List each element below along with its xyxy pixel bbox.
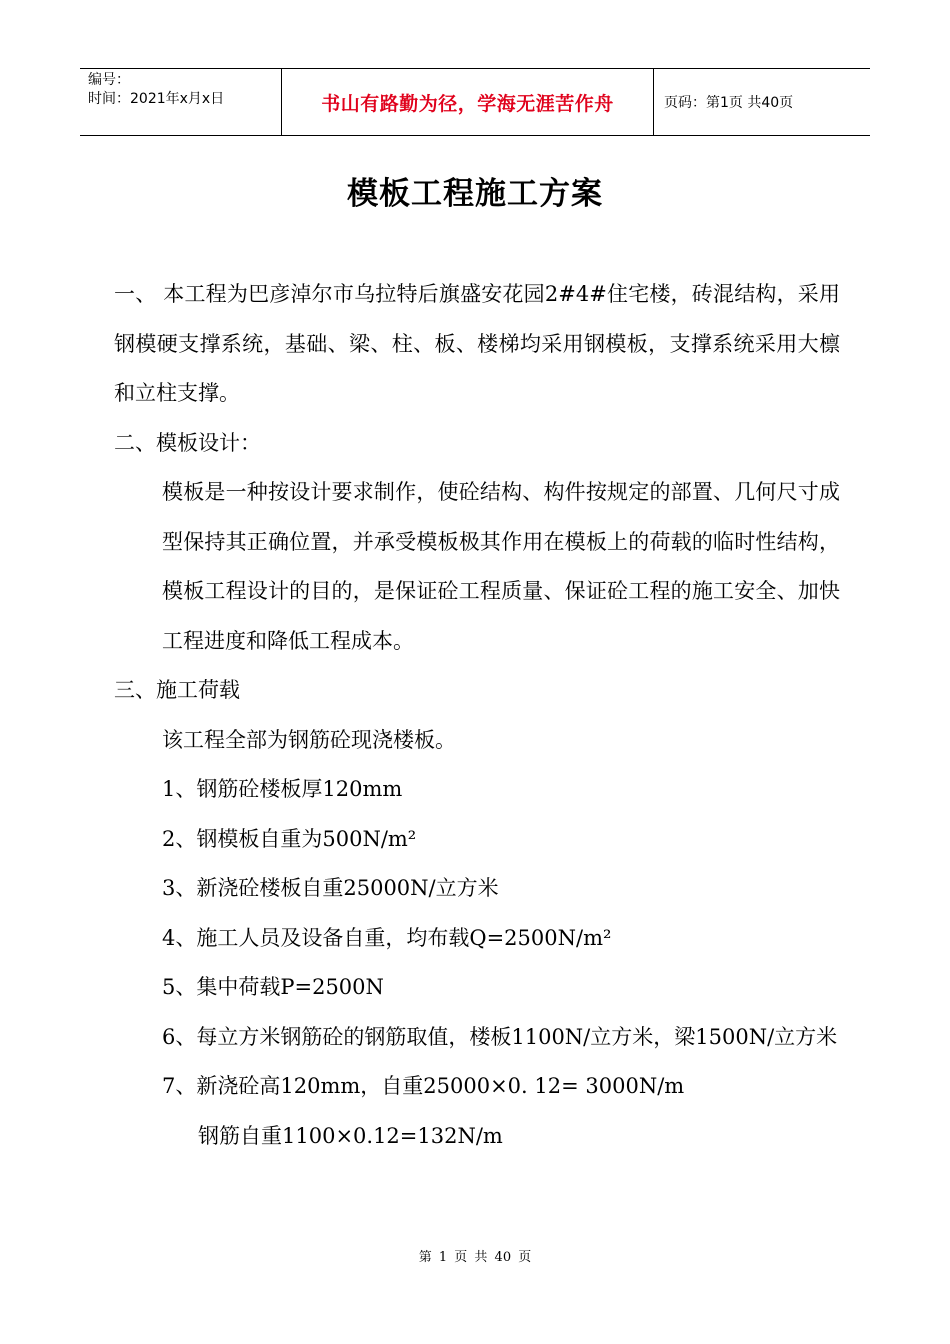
document-body <box>114 270 840 1161</box>
document-number-label: 编号： <box>88 72 130 88</box>
list-item-load-7-detail: 钢筋自重1100×0.12=132N/m <box>198 1123 503 1148</box>
heading-section-2: 二、模板设计： <box>114 430 261 455</box>
list-item-load-7: 7、新浇砼高120mm，自重25000×0. 12= 3000N/m <box>162 1074 685 1098</box>
header-table <box>80 68 870 136</box>
list-item-load-2: 2、钢模板自重为500N/m² <box>162 826 417 851</box>
document-title: 模板工程施工方案 <box>347 176 603 212</box>
paragraph-template-design: 模板是一种按设计要求制作，使砼结构、构件按规定的部置、几何尺寸成型保持其正确位置，并承受模板极其作用在模板上的荷载的临时性结构，模板工程设计的目的，是保证砼工程质量、保证砼工程的施工安全、加快工程进度和降低工程成本。 <box>162 480 840 653</box>
list-item-load-4: 4、施工人员及设备自重，均布载Q=2500N/m² <box>162 925 612 950</box>
document-time-label: 时间：2021年x月x日 <box>88 91 225 107</box>
header-page-info: 页码：第1页 共40页 <box>664 95 794 111</box>
list-item-load-5: 5、集中荷载P=2500N <box>162 975 384 999</box>
heading-section-3: 三、施工荷载 <box>114 678 240 702</box>
list-item-load-1: 1、钢筋砼楼板厚120mm <box>162 777 403 801</box>
list-item-load-6: 6、每立方米钢筋砼的钢筋取值，楼板1100N/立方米，梁1500N/立方米 <box>162 1024 838 1049</box>
list-item-load-3: 3、新浇砼楼板自重25000N/立方米 <box>162 876 499 900</box>
paragraph-section-1: 一、 本工程为巴彦淖尔市乌拉特后旗盛安花园2#4#住宅楼，砖混结构，采用钢模硬支撑系统，基础、梁、柱、板、楼梯均采用钢模板，支撑系统采用大檩和立柱支撑。 <box>114 282 840 405</box>
header-meta-cell <box>80 69 281 135</box>
page-footer: 第 1 页 共 40 页 <box>418 1250 532 1265</box>
paragraph-load-intro: 该工程全部为钢筋砼现浇楼板。 <box>162 727 456 752</box>
header-motto: 书山有路勤为径，学海无涯苦作舟 <box>281 69 654 135</box>
